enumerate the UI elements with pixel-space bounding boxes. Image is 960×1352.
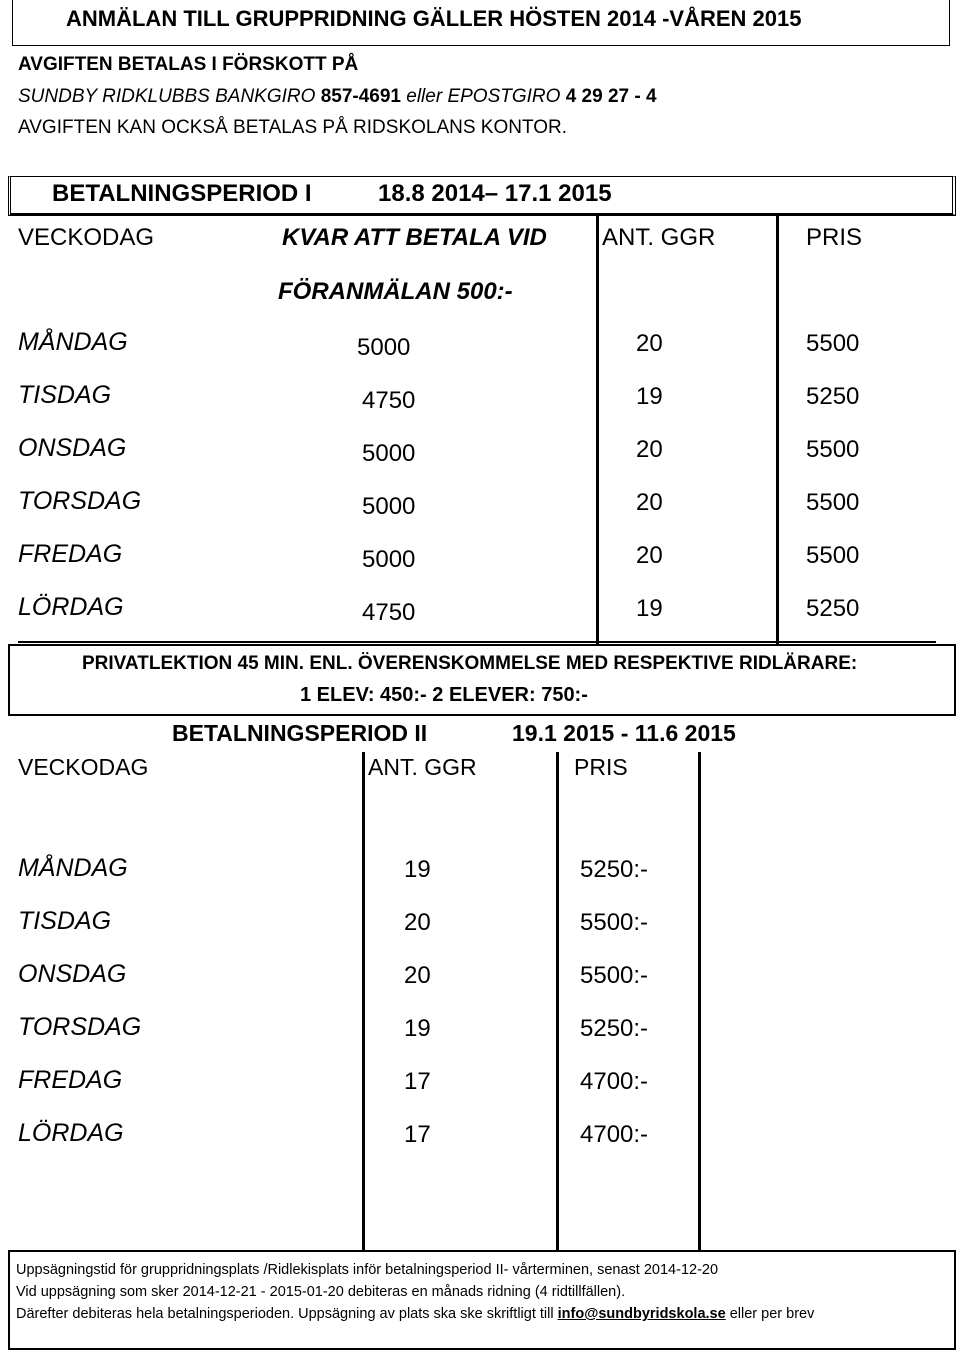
period2-divider-end (698, 752, 701, 1250)
bank-details (18, 86, 657, 108)
period1-divider-count (596, 216, 599, 644)
period2-divider-price (556, 752, 559, 1250)
postgiro-number: 4 29 27 - 4 (565, 86, 657, 107)
row-price: 5250:- (580, 856, 649, 883)
row-price: 5500:- (580, 962, 649, 989)
row-count: 20 (636, 330, 663, 357)
row-price: 5500 (806, 489, 860, 516)
row-weekday: TISDAG (18, 907, 112, 935)
period1-dates: 18.8 2014– 17.1 2015 (378, 180, 612, 207)
row-count: 20 (636, 489, 663, 516)
period1-col-weekday: VECKODAG (18, 224, 155, 251)
row-price: 4700:- (580, 1121, 649, 1148)
bankgiro-number: 857-4691 (320, 86, 401, 107)
row-weekday: LÖRDAG (18, 593, 124, 621)
or-text: eller (406, 86, 443, 107)
period1-col-count: ANT. GGR (602, 224, 716, 251)
period1-col-price: PRIS (806, 224, 863, 251)
row-remaining: 4750 (362, 599, 416, 626)
payment-advance-note: AVGIFTEN BETALAS I FÖRSKOTT PÅ (18, 54, 359, 75)
row-count: 20 (636, 542, 663, 569)
row-weekday: TORSDAG (18, 487, 142, 515)
period2-dates: 19.1 2015 - 11.6 2015 (512, 720, 736, 746)
postgiro-label: EPOSTGIRO (447, 86, 561, 107)
row-remaining: 5000 (362, 546, 416, 573)
row-weekday: FREDAG (18, 540, 123, 568)
row-weekday: ONSDAG (18, 960, 127, 988)
row-remaining: 5000 (362, 493, 416, 520)
row-weekday: TORSDAG (18, 1013, 142, 1041)
row-count: 17 (404, 1068, 431, 1095)
cancellation-line-3-suffix: eller per brev (729, 1306, 815, 1322)
row-weekday: MÅNDAG (18, 328, 128, 356)
row-remaining: 5000 (362, 440, 416, 467)
row-price: 4700:- (580, 1068, 649, 1095)
row-price: 5250 (806, 595, 860, 622)
row-count: 20 (636, 436, 663, 463)
row-weekday: MÅNDAG (18, 854, 128, 882)
row-count: 17 (404, 1121, 431, 1148)
row-price: 5250 (806, 383, 860, 410)
bank-prefix: SUNDBY RIDKLUBBS BANKGIRO (18, 86, 316, 107)
cancellation-line-1: Uppsägningstid för gruppridningsplats /Ridlekisplats inför betalningsperiod II- vårterminen, senast 2014-12-20 (16, 1262, 719, 1278)
row-remaining: 4750 (362, 387, 416, 414)
row-price: 5250:- (580, 1015, 649, 1042)
period2-divider-count (362, 752, 365, 1250)
row-remaining: 5000 (357, 334, 411, 361)
row-price: 5500 (806, 542, 860, 569)
private-lesson-terms: PRIVATLEKTION 45 MIN. ENL. ÖVERENSKOMMELSE MED RESPEKTIVE RIDLÄRARE: (82, 653, 858, 674)
cancellation-line-3 (16, 1306, 814, 1322)
email-link[interactable]: info@sundbyridskola.se (557, 1306, 726, 1322)
row-weekday: LÖRDAG (18, 1119, 124, 1147)
cancellation-line-2: Vid uppsägning som sker 2014-12-21 - 2015-01-20 debiteras en månads ridning (4 ridtillfällen). (16, 1284, 626, 1300)
period2-col-weekday: VECKODAG (18, 754, 149, 780)
period1-col-remaining: KVAR ATT BETALA VID (282, 224, 547, 251)
row-weekday: FREDAG (18, 1066, 123, 1094)
office-payment-note: AVGIFTEN KAN OCKSÅ BETALAS PÅ RIDSKOLANS KONTOR. (18, 117, 568, 138)
row-count: 19 (636, 595, 663, 622)
period2-title: BETALNINGSPERIOD II (172, 720, 428, 746)
page-title: ANMÄLAN TILL GRUPPRIDNING GÄLLER HÖSTEN 2014 -VÅREN 2015 (66, 6, 802, 31)
row-count: 19 (404, 856, 431, 883)
preregistration-fee: FÖRANMÄLAN 500:- (278, 278, 513, 305)
row-price: 5500 (806, 330, 860, 357)
row-count: 19 (404, 1015, 431, 1042)
row-count: 20 (404, 962, 431, 989)
row-price: 5500 (806, 436, 860, 463)
period1-divider-price (776, 216, 779, 644)
private-lesson-prices: 1 ELEV: 450:- 2 ELEVER: 750:- (300, 684, 588, 706)
period2-col-count: ANT. GGR (368, 754, 477, 780)
row-price: 5500:- (580, 909, 649, 936)
row-weekday: TISDAG (18, 381, 112, 409)
period1-bottom-rule (18, 641, 936, 643)
row-weekday: ONSDAG (18, 434, 127, 462)
row-count: 20 (404, 909, 431, 936)
period2-col-price: PRIS (574, 754, 628, 780)
period1-title: BETALNINGSPERIOD I (52, 180, 312, 207)
row-count: 19 (636, 383, 663, 410)
cancellation-line-3-prefix: Därefter debiteras hela betalningsperioden. Uppsägning av plats ska ske skriftligt till (16, 1306, 554, 1322)
